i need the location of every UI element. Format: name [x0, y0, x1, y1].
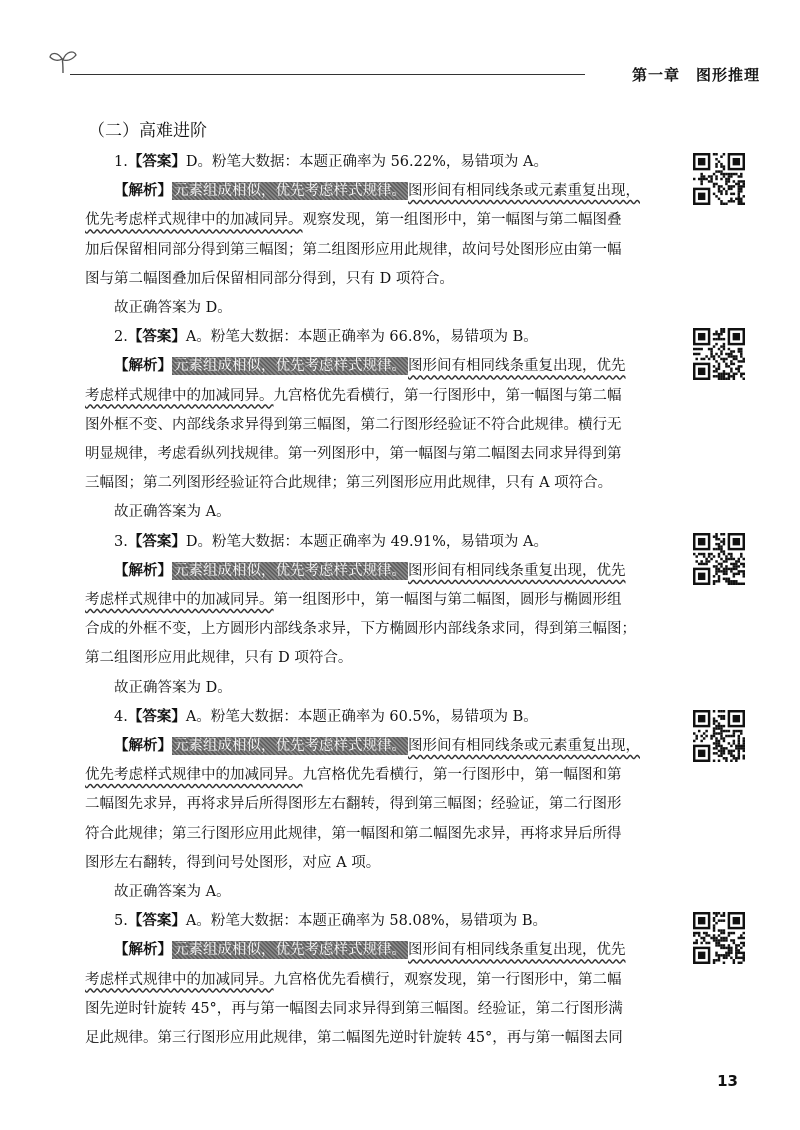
analysis-text: 九宫格优先看横行，第一行图形中，第一幅图与第二幅 — [273, 387, 622, 404]
answer-text: D。粉笔大数据：本题正确率为 49.91%，易错项为 A。 — [185, 533, 548, 550]
analysis-line — [85, 206, 675, 235]
conclusion-line: 故正确答案为 D。 — [114, 679, 232, 696]
rule-highlight: 元素组成相似，优先考虑样式规律。 — [174, 738, 406, 755]
page-number: 13 — [717, 1072, 738, 1090]
answer-line — [85, 907, 675, 936]
analysis-line — [85, 382, 675, 411]
analysis-line: 二幅图先求异，再将求异后所得图形左右翻转，得到第三幅图；经验证，第二行图形 — [85, 796, 622, 813]
answer-label: 【答案】 — [127, 708, 186, 725]
answer-line — [85, 148, 675, 177]
analysis-text: 考虑样式规律中的加减同异。 — [85, 387, 274, 404]
answer-line — [85, 703, 675, 732]
analysis-line: 图先逆时针旋转 45°，再与第一幅图去同求异得到第三幅图。经验证，第二行图形满 — [85, 1000, 623, 1017]
analysis-line — [85, 177, 675, 206]
qr-code-icon[interactable] — [693, 328, 745, 380]
answer-label: 【答案】 — [127, 533, 186, 550]
conclusion-line: 故正确答案为 A。 — [114, 504, 231, 521]
analysis-line — [85, 557, 675, 586]
analysis-line: 符合此规律；第三行图形应用此规律，第一幅图和第二幅图先求异，再将求异后所得 — [85, 825, 622, 842]
question-number: 5. — [114, 913, 128, 930]
analysis-text: 图形间有相同线条或元素重复出现， — [408, 738, 640, 755]
answer-entry-3 — [85, 528, 675, 703]
analysis-text: 九宫格优先看横行，第一行图形中，第一幅图和第 — [302, 767, 622, 784]
conclusion-line: 故正确答案为 A。 — [114, 884, 231, 901]
answer-entry-5 — [85, 907, 675, 1053]
analysis-text: 图形间有相同线条重复出现，优先 — [408, 942, 626, 959]
analysis-text: 优先考虑样式规律中的加减同异。 — [85, 767, 303, 784]
analysis-text: 观察发现，第一组图形中，第一幅图与第二幅图叠 — [302, 212, 622, 229]
analysis-text: 优先考虑样式规律中的加减同异。 — [85, 212, 303, 229]
analysis-text: 图形间有相同线条重复出现，优先 — [408, 562, 626, 579]
analysis-line — [85, 586, 675, 615]
section-title: （二）高难进阶 — [88, 121, 207, 141]
header-rule — [70, 74, 585, 75]
qr-code-icon[interactable] — [693, 912, 745, 964]
analysis-line: 明显规律，考虑看纵列找规律。第一列图形中，第一幅图与第二幅图去同求异得到第 — [85, 446, 622, 463]
analysis-text: 考虑样式规律中的加减同异。 — [85, 971, 274, 988]
analysis-label: 【解析】 — [114, 562, 172, 579]
page-header — [0, 0, 800, 100]
answer-text: D。粉笔大数据：本题正确率为 56.22%，易错项为 A。 — [185, 154, 548, 170]
analysis-line: 图外框不变、内部线条求异得到第三幅图，第二行图形经验证不符合此规律。横行无 — [85, 416, 622, 433]
question-number: 2. — [114, 329, 128, 346]
rule-highlight: 元素组成相似，优先考虑样式规律。 — [174, 183, 406, 200]
answer-entry-1 — [85, 148, 675, 323]
answer-label: 【答案】 — [127, 329, 186, 346]
analysis-label: 【解析】 — [114, 942, 172, 959]
rule-highlight: 元素组成相似，优先考虑样式规律。 — [174, 942, 406, 959]
analysis-line: 加后保留相同部分得到第三幅图；第二组图形应用此规律，故问号处图形应由第一幅 — [85, 241, 622, 258]
answer-text: A。粉笔大数据：本题正确率为 66.8%，易错项为 B。 — [185, 329, 538, 346]
analysis-line — [85, 966, 675, 995]
analysis-text: 图形间有相同线条或元素重复出现， — [408, 183, 640, 200]
answer-list — [85, 148, 675, 1053]
answer-line — [85, 323, 675, 352]
chapter-title: 第一章 图形推理 — [631, 66, 760, 84]
analysis-line: 图与第二幅图叠加后保留相同部分得到，只有 D 项符合。 — [85, 270, 454, 287]
sprout-icon — [48, 48, 78, 74]
question-number: 1. — [114, 154, 128, 170]
qr-code-icon[interactable] — [693, 533, 745, 585]
analysis-line: 图形左右翻转，得到问号处图形，对应 A 项。 — [85, 854, 381, 871]
answer-entry-4 — [85, 703, 675, 907]
analysis-text: 考虑样式规律中的加减同异。 — [85, 592, 274, 609]
analysis-text: 第一组图形中，第一幅图与第二幅图，圆形与椭圆形组 — [273, 592, 622, 609]
answer-line — [85, 528, 675, 557]
answer-text: A。粉笔大数据：本题正确率为 60.5%，易错项为 B。 — [185, 708, 538, 725]
analysis-label: 【解析】 — [114, 358, 172, 375]
analysis-line: 三幅图；第二列图形经验证符合此规律；第三列图形应用此规律，只有 A 项符合。 — [85, 475, 613, 492]
analysis-text: 九宫格优先看横行，观察发现，第一行图形中，第二幅 — [273, 971, 622, 988]
conclusion-line: 故正确答案为 D。 — [114, 300, 232, 317]
analysis-line: 第二组图形应用此规律，只有 D 项符合。 — [85, 650, 353, 667]
analysis-line — [85, 732, 675, 761]
analysis-line: 足此规律。第三行图形应用此规律，第二幅图先逆时针旋转 45°，再与第一幅图去同 — [85, 1030, 623, 1047]
answer-entry-2 — [85, 323, 675, 527]
analysis-label: 【解析】 — [114, 738, 172, 755]
analysis-label: 【解析】 — [114, 183, 172, 200]
analysis-line — [85, 352, 675, 381]
answer-text: A。粉笔大数据：本题正确率为 58.08%，易错项为 B。 — [185, 913, 547, 930]
question-number: 4. — [114, 708, 128, 725]
rule-highlight: 元素组成相似，优先考虑样式规律。 — [174, 358, 406, 375]
question-number: 3. — [114, 533, 128, 550]
answer-label: 【答案】 — [127, 913, 186, 930]
analysis-line — [85, 936, 675, 965]
qr-code-icon[interactable] — [693, 710, 745, 762]
analysis-text: 图形间有相同线条重复出现，优先 — [408, 358, 626, 375]
analysis-line — [85, 761, 675, 790]
answer-label: 【答案】 — [127, 154, 186, 170]
rule-highlight: 元素组成相似，优先考虑样式规律。 — [174, 562, 406, 579]
analysis-line: 合成的外框不变，上方圆形内部线条求异，下方椭圆形内部线条求同，得到第三幅图； — [85, 621, 636, 638]
qr-code-icon[interactable] — [693, 153, 745, 205]
